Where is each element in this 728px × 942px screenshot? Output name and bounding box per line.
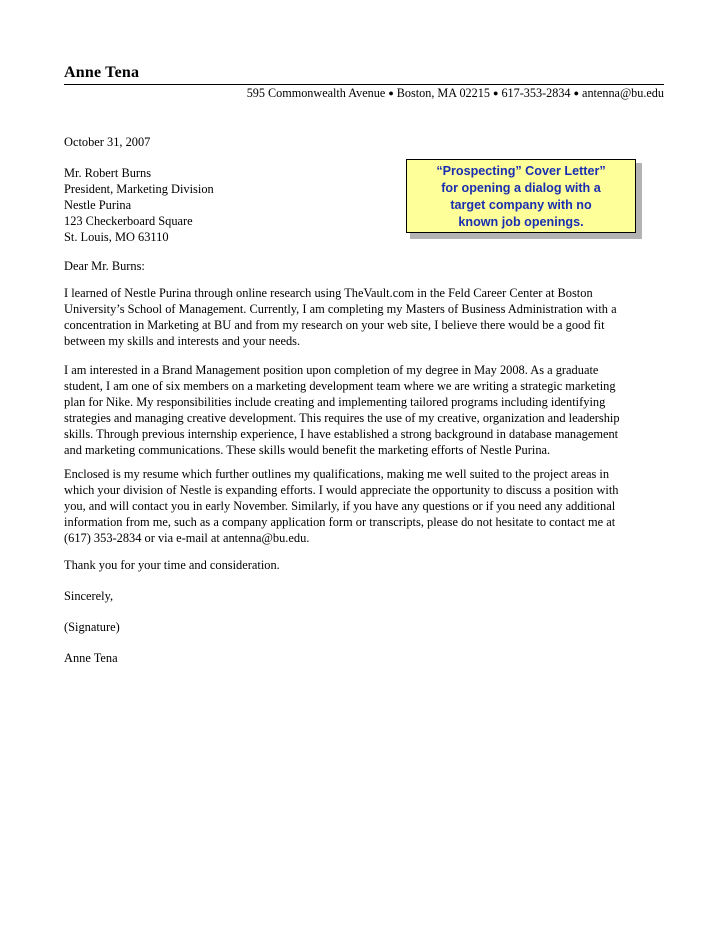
- sender-phone: 617-353-2834: [501, 86, 571, 100]
- paragraph-3: [64, 466, 664, 546]
- thanks-line: Thank you for your time and consideration.: [64, 558, 280, 572]
- sender-name: Anne Tena: [64, 64, 140, 81]
- bullet-icon: ●: [388, 88, 394, 98]
- paragraph-line: strategies and managing creative development. This requires the use of my creative, organization and leadership: [64, 411, 620, 425]
- paragraph-line: Enclosed is my resume which further outlines my qualifications, making me well suited to the project areas in: [64, 467, 610, 481]
- callout-note: [406, 159, 636, 233]
- recipient-block: [64, 165, 214, 245]
- paragraph-line: which your division of Nestle is expanding efforts. I would appreciate the opportunity to discuss a position with: [64, 483, 619, 497]
- bullet-icon: ●: [573, 88, 579, 98]
- paragraph-line: University’s School of Management. Currently, I am completing my Masters of Business Administration with a: [64, 302, 617, 316]
- sender-street: 595 Commonwealth Avenue: [246, 86, 386, 100]
- paragraph-line: concentration in Marketing at BU and from my research on your web site, I believe there would be a good fit: [64, 318, 605, 332]
- bullet-icon: ●: [492, 88, 499, 98]
- recipient-title: President, Marketing Division: [64, 182, 214, 196]
- paragraph-line: I am interested in a Brand Management position upon completion of my degree in May 2008. As a graduate: [64, 363, 599, 377]
- letter-date: October 31, 2007: [64, 135, 151, 149]
- paragraph-line: student, I am one of six members on a marketing development team where we are writing a strategic marketing: [64, 379, 616, 393]
- header-rule: [64, 84, 664, 85]
- sender-address-line: [247, 86, 664, 101]
- paragraph-line: skills. Through previous internship experience, I have established a strong background in database management: [64, 427, 619, 441]
- callout-line: known job openings.: [458, 215, 584, 229]
- recipient-city: St. Louis, MO 63110: [64, 230, 169, 244]
- signoff-name: Anne Tena: [64, 651, 118, 665]
- paragraph-line: plan for Nike. My responsibilities include creating and implementing tailored programs including identifying: [64, 395, 606, 409]
- paragraph-line: between my skills and interests and your needs.: [64, 334, 301, 348]
- paragraph-1: [64, 285, 664, 349]
- recipient-street: 123 Checkerboard Square: [64, 214, 193, 228]
- paragraph-2: [64, 362, 664, 458]
- signature-placeholder: (Signature): [64, 620, 120, 634]
- sender-email: antenna@bu.edu: [582, 86, 664, 100]
- paragraph-line: and marketing communications. These skills would benefit the marketing efforts of Nestle Purina.: [64, 443, 551, 457]
- paragraph-line: information from me, such as a company application form or transcripts, please do not hesitate to contact me at: [64, 515, 616, 529]
- sender-city: Boston, MA 02215: [396, 86, 490, 100]
- salutation: Dear Mr. Burns:: [64, 259, 145, 273]
- callout-line: “Prospecting” Cover Letter”: [436, 164, 606, 178]
- recipient-name: Mr. Robert Burns: [64, 166, 152, 180]
- paragraph-line: I learned of Nestle Purina through online research using TheVault.com in the Feld Career Center at Boston: [64, 286, 593, 300]
- paragraph-line: (617) 353-2834 or via e-mail at antenna@bu.edu.: [64, 531, 310, 545]
- callout-line: for opening a dialog with a: [441, 181, 601, 195]
- recipient-company: Nestle Purina: [64, 198, 132, 212]
- callout-line: target company with no: [450, 198, 592, 212]
- closing: Sincerely,: [64, 589, 114, 603]
- paragraph-line: you, and will contact you in early November. Similarly, if you have any questions or if you need any additional: [64, 499, 616, 513]
